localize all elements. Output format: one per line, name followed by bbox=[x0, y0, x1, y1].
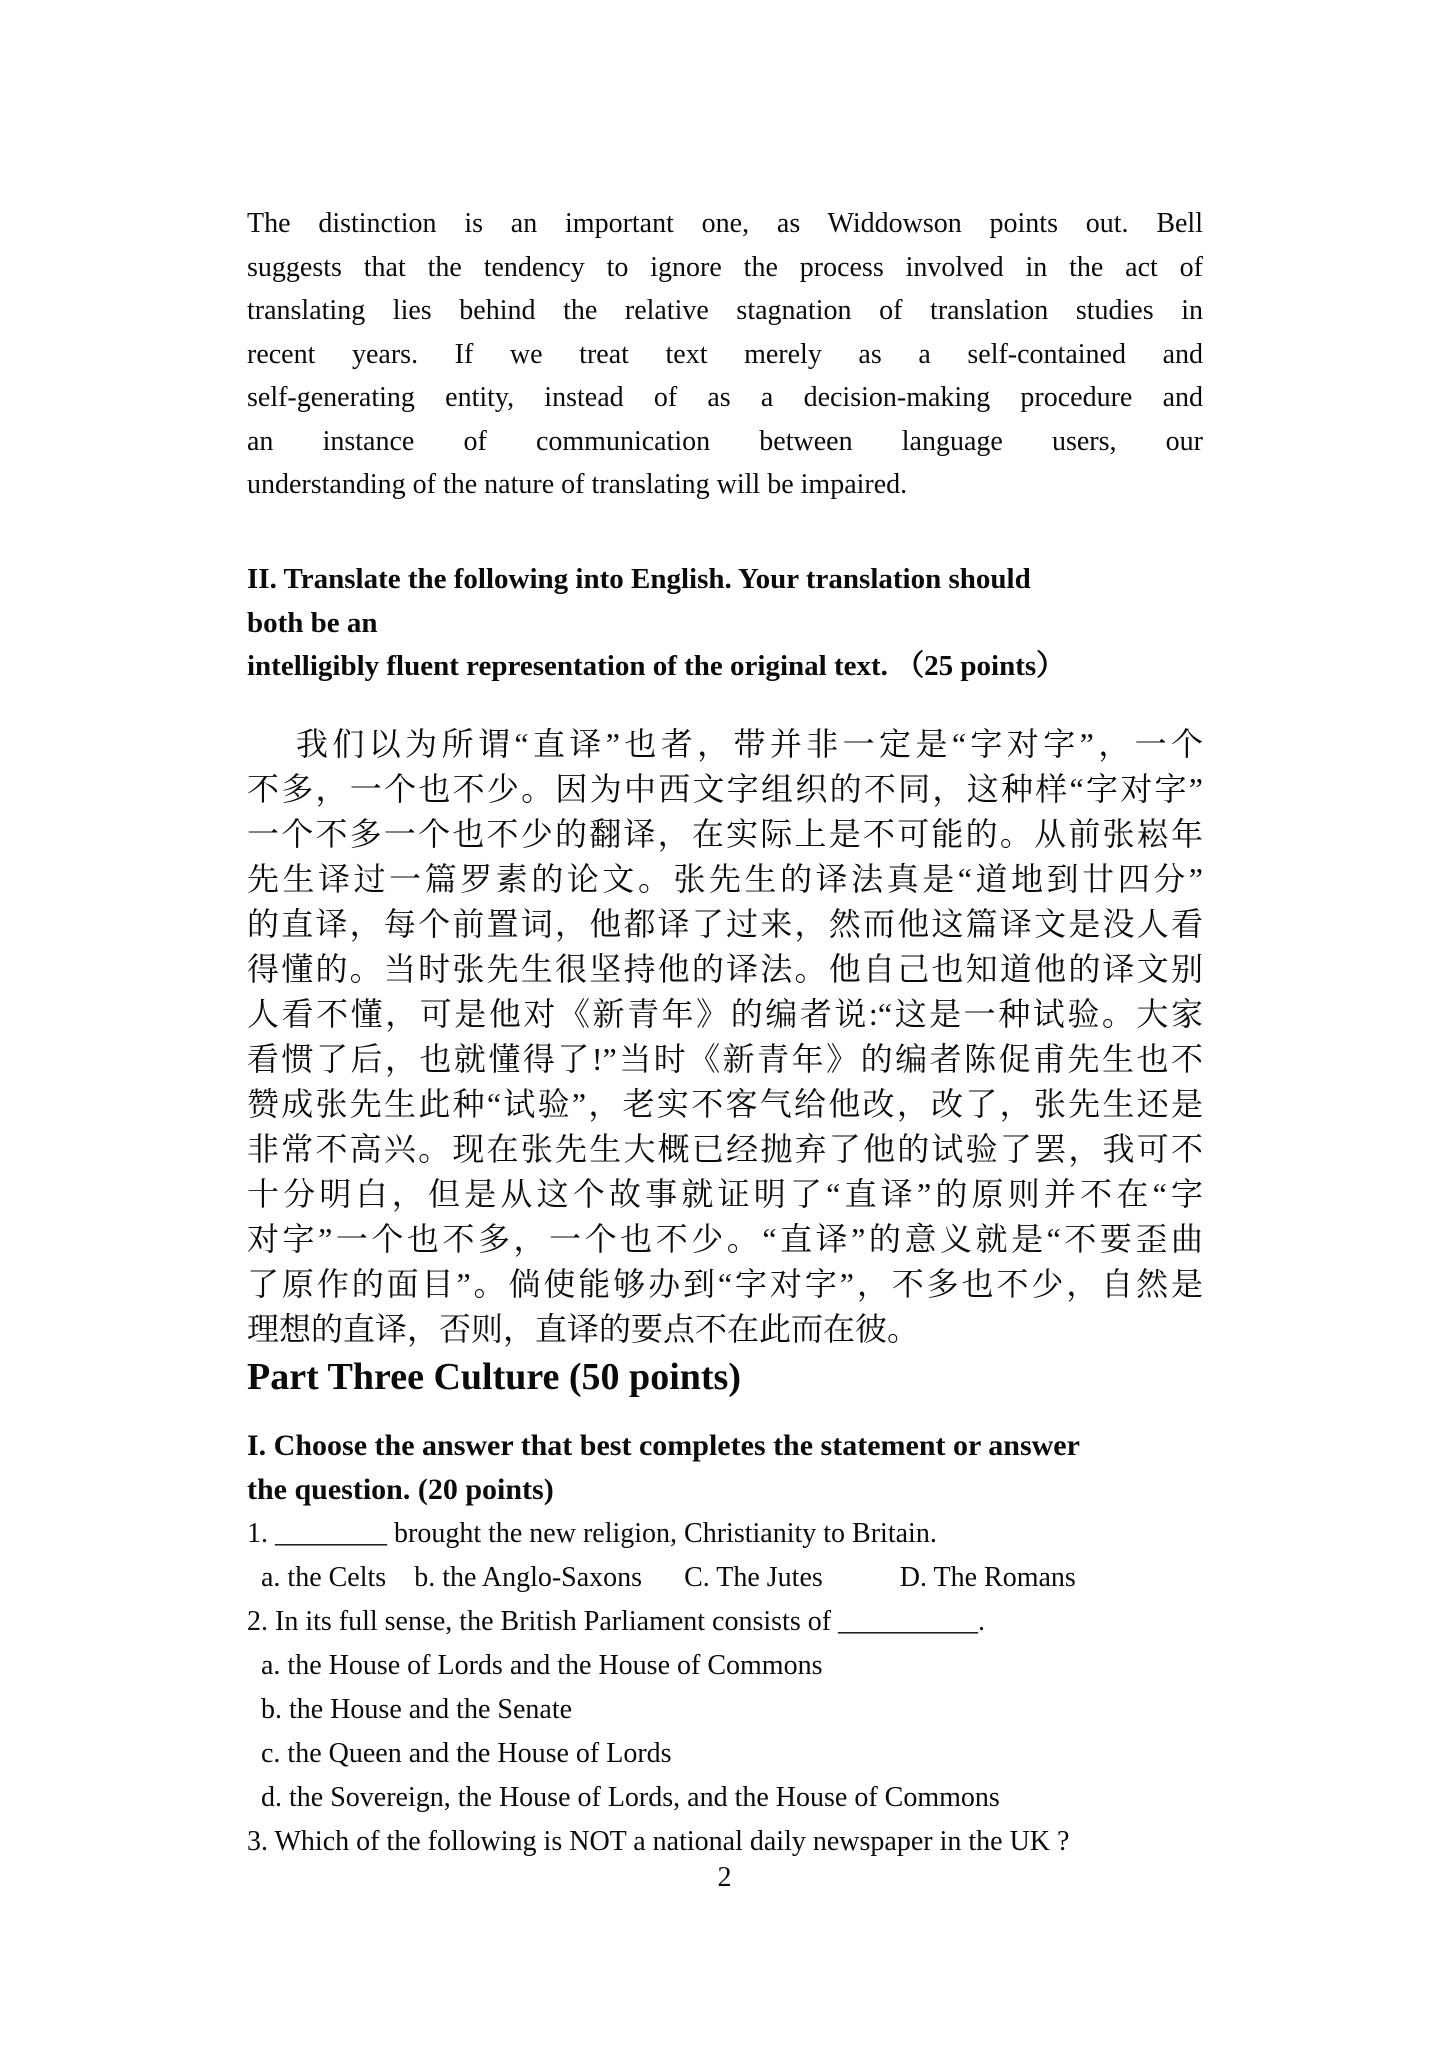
chinese-passage-paragraph bbox=[247, 722, 1203, 1352]
text-line: 我们以为所谓“直译”也者，带并非一定是“字对字”，一个 bbox=[296, 726, 1203, 762]
text-line: intelligibly fluent representation of the original text. （25 points） bbox=[247, 650, 1066, 682]
text-line: c. the Queen and the House of Lords bbox=[261, 1738, 672, 1769]
question-3: 3. Which of the following is NOT a national daily newspaper in the UK ? bbox=[247, 1826, 1070, 1857]
text-line: recent years. If we treat text merely as a self-contained and bbox=[247, 338, 1203, 370]
question-1-options: a. the Celts b. the Anglo-Saxons C. The Jutes D. The Romans bbox=[261, 1562, 1076, 1593]
text-line: suggests that the tendency to ignore the process involved in the act of bbox=[247, 251, 1203, 283]
text-line: 不多，一个也不少。因为中西文字组织的不同，这种样“字对字” bbox=[247, 771, 1203, 807]
text-line: understanding of the nature of translating will be impaired. bbox=[247, 469, 908, 500]
text-line: 一个不多一个也不少的翻译，在实际上是不可能的。从前张崧年 bbox=[247, 816, 1203, 852]
text-line: both be an bbox=[247, 606, 378, 639]
text-line: b. the House and the Senate bbox=[261, 1694, 573, 1725]
text-line: the question. (20 points) bbox=[247, 1473, 554, 1506]
text-line: 理想的直译，否则，直译的要点不在此而在彼。 bbox=[247, 1311, 920, 1347]
english-passage-paragraph bbox=[247, 202, 1203, 507]
text-line: a. the House of Lords and the House of Commons bbox=[261, 1650, 823, 1681]
text-line: 对字”一个也不多，一个也不少。“直译”的意义就是“不要歪曲 bbox=[247, 1221, 1203, 1257]
text-line: The distinction is an important one, as Widdowson points out. Bell bbox=[247, 208, 1203, 239]
text-line: 赞成张先生此种“试验”，老实不客气给他改，改了，张先生还是 bbox=[247, 1086, 1203, 1122]
section-i-heading bbox=[247, 1424, 1203, 1512]
text-line: self-generating entity, instead of as a decision-making procedure and bbox=[247, 382, 1203, 413]
text-line: 人看不懂，可是他对《新青年》的编者说:“这是一种试验。大家 bbox=[247, 996, 1203, 1032]
question-2-options bbox=[247, 1644, 1203, 1820]
part-three-title: Part Three Culture (50 points) bbox=[247, 1356, 741, 1398]
text-line: 先生译过一篇罗素的论文。张先生的译法真是“道地到廿四分” bbox=[247, 861, 1203, 897]
text-line: an instance of communication between language users, our bbox=[247, 425, 1203, 457]
text-line: I. Choose the answer that best completes the statement or answer bbox=[247, 1429, 1080, 1462]
page-number: 2 bbox=[717, 1862, 732, 1893]
section-ii-heading bbox=[247, 558, 1203, 689]
text-line: d. the Sovereign, the House of Lords, and the House of Commons bbox=[261, 1782, 1000, 1813]
text-line: 的直译，每个前置词，他都译了过来，然而他这篇译文是没人看 bbox=[247, 906, 1203, 942]
text-line: translating lies behind the relative stagnation of translation studies in bbox=[247, 295, 1203, 326]
question-2: 2. In its full sense, the British Parliament consists of __________. bbox=[247, 1606, 986, 1637]
text-line: II. Translate the following into English. Your translation should bbox=[247, 563, 1031, 595]
text-line: 看惯了后，也就懂得了!”当时《新青年》的编者陈促甫先生也不 bbox=[247, 1041, 1203, 1077]
text-line: 十分明白，但是从这个故事就证明了“直译”的原则并不在“字 bbox=[247, 1176, 1203, 1212]
question-list bbox=[247, 1512, 1203, 1864]
text-line: 非常不高兴。现在张先生大概已经抛弃了他的试验了罢，我可不 bbox=[247, 1131, 1203, 1167]
question-1: 1. ________ brought the new religion, Christianity to Britain. bbox=[247, 1518, 937, 1549]
text-line: 了原作的面目”。倘使能够办到“字对字”，不多也不少，自然是 bbox=[247, 1266, 1203, 1302]
text-line: 得懂的。当时张先生很坚持他的译法。他自己也知道他的译文别 bbox=[247, 951, 1203, 987]
